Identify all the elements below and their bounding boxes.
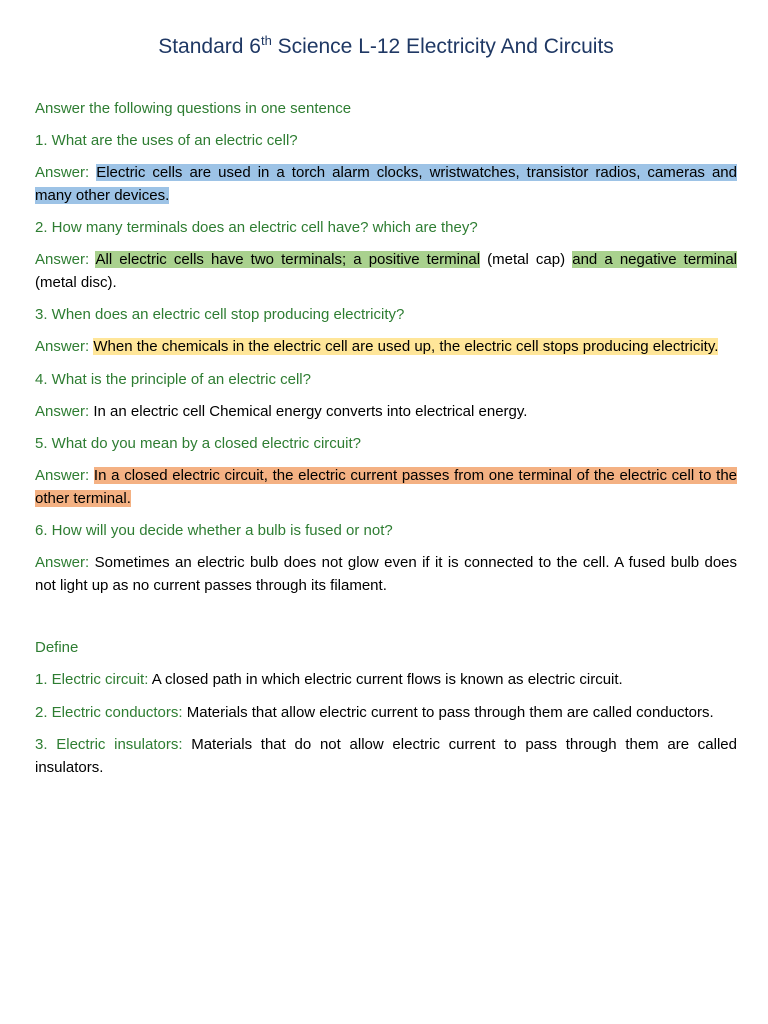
answer-2-metal-cap: (metal cap) [480, 251, 573, 268]
answer-6 [35, 552, 737, 597]
answer-label: Answer: [35, 164, 90, 181]
definition-1-text: A closed path in which electric current flows is known as electric circuit. [148, 671, 623, 688]
question-3: 3. When does an electric cell stop producing electricity? [35, 306, 405, 323]
answer-4 [35, 401, 737, 424]
answer-label: Answer: [35, 338, 90, 355]
title-superscript: th [260, 33, 272, 48]
answer-label: Answer: [35, 251, 90, 268]
question-1: 1. What are the uses of an electric cell? [35, 132, 298, 149]
definition-2 [35, 702, 737, 725]
answer-1-highlight: Electric cells are used in a torch alarm clocks, wristwatches, transistor radios, cameras and many other devices. [35, 164, 737, 204]
question-2: 2. How many terminals does an electric cell have? which are they? [35, 219, 478, 236]
answer-2-highlight-positive: All electric cells have two terminals; a positive terminal [95, 251, 481, 268]
answer-label: Answer: [35, 467, 90, 484]
answer-label: Answer: [35, 402, 90, 420]
answer-6-text: Sometimes an electric bulb does not glow even if it is connected to the cell. A fused bulb does not light up as no current passes through its filament. [35, 554, 738, 594]
question-5: 5. What do you mean by a closed electric circuit? [35, 435, 361, 452]
question-4: 4. What is the principle of an electric cell? [35, 370, 311, 388]
answer-5 [35, 465, 737, 510]
title-prefix: Standard 6 [158, 35, 261, 58]
definition-3-term: 3. Electric insulators: [35, 736, 183, 753]
definition-3-text: Materials that do not allow electric current to pass through them are called insulators. [35, 736, 737, 776]
answer-2-metal-disc: (metal disc). [35, 273, 117, 291]
answer-3 [35, 336, 737, 359]
definition-2-term: 2. Electric conductors: [35, 703, 183, 721]
title-suffix: Science L-12 Electricity And Circuits [271, 35, 614, 58]
answer-3-highlight: When the chemicals in the electric cell are used up, the electric cell stops producing electricity. [93, 338, 719, 355]
definition-1 [35, 669, 737, 692]
define-heading: Define [35, 639, 79, 656]
answer-2-highlight-negative: and a negative terminal [572, 251, 738, 268]
definition-1-term: 1. Electric circuit: [35, 671, 149, 688]
definition-2-text: Materials that allow electric current to pass through them are called conductors. [182, 703, 714, 721]
definition-3 [35, 734, 737, 779]
answer-5-highlight: In a closed electric circuit, the electric current passes from one terminal of the electric cell to the other terminal. [35, 467, 737, 507]
answer-2 [35, 249, 737, 294]
answer-4-text: In an electric cell Chemical energy converts into electrical energy. [93, 402, 528, 420]
answer-1 [35, 162, 737, 207]
page-title [35, 0, 737, 61]
instructions-heading: Answer the following questions in one sentence [35, 100, 352, 117]
question-6: 6. How will you decide whether a bulb is fused or not? [35, 522, 393, 539]
answer-label: Answer: [35, 554, 90, 571]
